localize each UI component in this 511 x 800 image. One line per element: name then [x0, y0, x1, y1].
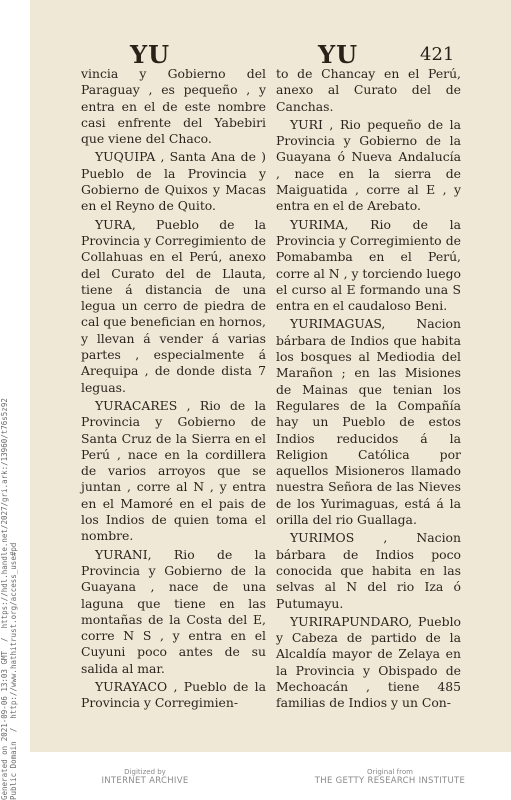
entry-paragraph: YURACARES , Rio de la Provincia y Gobierno de Santa Cruz de la Sierra en el Perú , nace en la cordillera de varios arroyos que se juntan , corre al N , y entra en el Mamoré en el pais de los Indios de quien toma el nombre. [81, 397, 266, 544]
entry-paragraph: YURANI, Rio de la Provincia y Gobierno de la Guayana , nace de una laguna que tiene en las montañas de la Costa del E, corre N S , y entra en el Cuyuni poco antes de su salida al mar. [81, 546, 266, 676]
side-stamp-line1: Generated on 2021-09-06 13:03 GMT / https://hdl.handle.net/2027/gri.ark:/13960/t76s5z92 [0, 398, 9, 800]
running-head-right: YU [318, 40, 359, 69]
entry-paragraph: YURA, Pueblo de la Provincia y Corregimiento de Collahuas en el Perú, anexo del Curato del de Llauta, tiene á distancia de una legua un cerro de piedra de cal que benefician en hornos, y llevan á vender á varias partes , especialmente á Arequipa , de donde dista 7 leguas. [81, 216, 266, 395]
entry-paragraph: YURAYACO , Pueblo de la Provincia y Corregimien- [81, 678, 266, 711]
entry-paragraph: YURIRAPUNDARO, Pueblo y Cabeza de partido de la Alcaldía mayor de Zelaya en la Provincia y Obispado de Mechoacán , tiene 485 familias de Indios y un Con- [276, 613, 461, 711]
entry-paragraph: YURIMAGUAS, Nacion bárbara de Indios que habita los bosques al Mediodia del Marañon ; en las Misiones de Mainas que tenian los Regulares de la Compañía hay un Pueblo de estos Indios reducidos á la Religion Católica por aquellos Misioneros llamado nuestra Señora de las Nieves de los Yurimaguas, está á la orilla del rio Guallaga. [276, 316, 461, 528]
entry-paragraph: YURI , Rio pequeño de la Provincia y Gobierno de la Guayana ó Nueva Andalucía , nace en la sierra de Maiguatida , corre al E , y entra en el de Arebato. [276, 116, 461, 214]
side-stamp [0, 398, 30, 800]
footer-original-from [290, 768, 490, 786]
paragraph: to de Chancay en el Perú, anexo al Curato del de Canchas. [276, 66, 461, 114]
footer-digitized-by [60, 768, 230, 786]
footer-digitized-label: Digitized by [124, 768, 166, 776]
entry-paragraph: YUQUIPA , Santa Ana de ) Pueblo de la Provincia y Gobierno de Quixos y Macas en el Reyno de Quito. [81, 149, 266, 214]
getty-logo-text: THE GETTY RESEARCH INSTITUTE [314, 776, 466, 786]
paragraph: vincia y Gobierno del Paraguay , es pequeño , y entra en el de este nombre casi enfrente del Yabebiri que viene del Chaco. [81, 66, 266, 147]
left-column [81, 66, 266, 712]
page-number: 421 [420, 44, 455, 65]
internet-archive-logo-text: INTERNET ARCHIVE [101, 776, 189, 786]
entry-paragraph: YURIMA, Rio de la Provincia y Corregimiento de Pomabamba en el Perú, corre al N , y torciendo luego el curso al E formando una S entra en el caudaloso Beni. [276, 216, 461, 314]
side-stamp-line2: Public Domain / http://www.hathitrust.org/access_use#pd [9, 542, 18, 800]
right-column [276, 66, 461, 712]
footer-original-label: Original from [367, 768, 413, 776]
side-stamp-text [0, 398, 18, 800]
running-head-left: YU [130, 40, 171, 69]
entry-paragraph: YURIMOS , Nacion bárbara de Indios poco conocida que habita en las selvas al N del rio Iza ó Putumayu. [276, 530, 461, 611]
